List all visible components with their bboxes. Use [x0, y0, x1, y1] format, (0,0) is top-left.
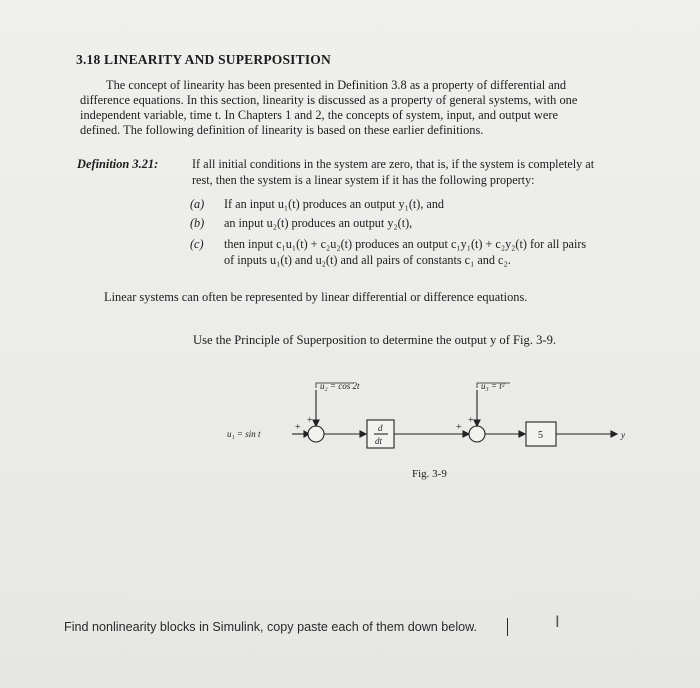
u1-label: u₁ = sin t — [227, 429, 261, 439]
plus-sign: + — [295, 422, 301, 433]
section-heading: 3.18 LINEARITY AND SUPERPOSITION — [76, 52, 331, 67]
item-c-continuation: of inputs u₁(t) and u₂(t) and all pairs of constants c₁ and c₂. — [224, 253, 511, 267]
figure-caption: Fig. 3-9 — [412, 468, 447, 480]
gain-value: 5 — [538, 430, 543, 441]
definition-line: If all initial conditions in the system are zero, that is, if the system is completely at — [192, 157, 595, 171]
item-a-text: If an input u₁(t) produces an output y₁(t), and — [224, 197, 445, 211]
item-b-marker: (b) — [190, 216, 205, 230]
arrow-into-gain — [519, 431, 525, 437]
derivative-numerator: d — [378, 423, 383, 433]
conclusion-text: Linear systems can often be represented by linear differential or difference equations. — [104, 290, 528, 304]
intro-line: independent variable, time t. In Chapters 1 and 2, the concepts of system, input, and output were — [80, 108, 558, 122]
item-b-text: an input u₂(t) produces an output y₂(t), — [224, 216, 413, 230]
u3-label: u₃ = t² — [481, 381, 505, 391]
item-a-marker: (a) — [190, 197, 205, 211]
intro-line: difference equations. In this section, linearity is discussed as a property of general systems, with one — [80, 93, 578, 107]
plus-sign: + — [456, 422, 462, 433]
arrow-into-sum2 — [463, 431, 469, 437]
derivative-denominator: dt — [375, 436, 383, 446]
definition-label: Definition 3.21: — [77, 157, 159, 171]
definition-line: rest, then the system is a linear system if it has the following property: — [192, 173, 535, 187]
block-diagram — [220, 376, 640, 476]
output-label: y — [621, 430, 625, 440]
u2-label: u₂ = cos 2t — [320, 381, 360, 391]
arrow-u3-down — [474, 420, 480, 426]
intro-line: The concept of linearity has been presented in Definition 3.8 as a property of differential and — [106, 78, 567, 92]
arrow-into-deriv — [360, 431, 366, 437]
text-cursor — [507, 618, 508, 636]
summing-junction-1 — [308, 426, 324, 442]
ibeam-cursor-icon: I — [555, 612, 560, 631]
question-text: Use the Principle of Superposition to determine the output y of Fig. 3-9. — [193, 333, 557, 347]
item-c-text: then input c₁u₁(t) + c₂u₂(t) produces an output c₁y₁(t) + c₂y₂(t) for all pairs — [224, 237, 587, 251]
arrow-output — [611, 431, 617, 437]
summing-junction-2 — [469, 426, 485, 442]
intro-paragraph — [80, 78, 670, 138]
answer-prompt[interactable]: Find nonlinearity blocks in Simulink, copy paste each of them down below. — [64, 620, 478, 634]
plus-sign: + — [307, 415, 313, 426]
intro-line: defined. The following definition of linearity is based on these earlier definitions. — [80, 123, 484, 137]
arrow-u2-down — [313, 420, 319, 426]
item-c-marker: (c) — [190, 237, 204, 251]
plus-sign: + — [468, 415, 474, 426]
